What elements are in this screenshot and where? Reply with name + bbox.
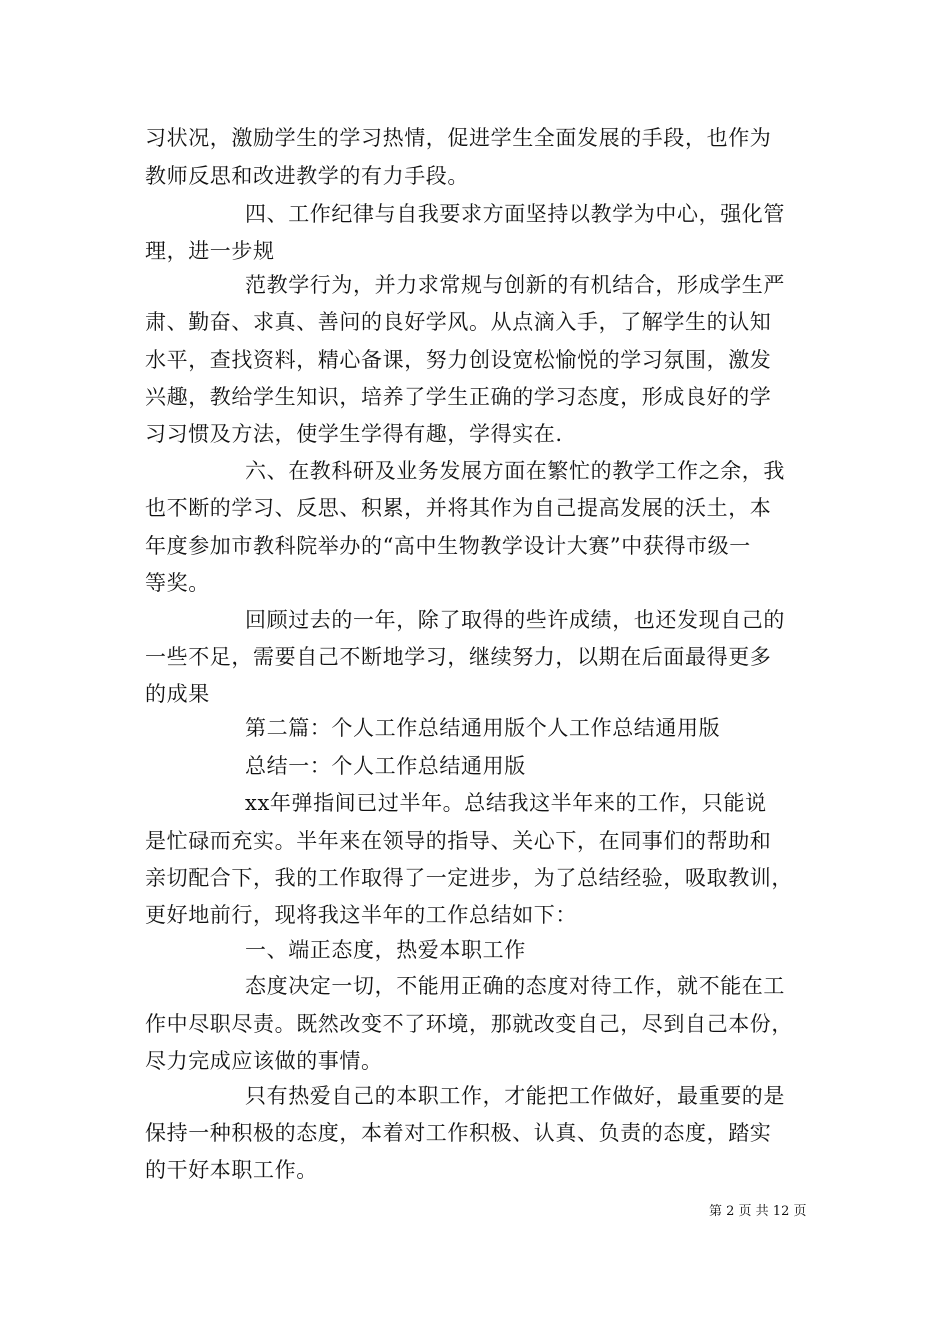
section-heading: 第二篇：个人工作总结通用版个人工作总结通用版 bbox=[245, 716, 721, 740]
text-line: 作中尽职尽责。既然改变不了环境，那就改变自己，尽到自己本份， bbox=[145, 1012, 793, 1036]
text-line: 习习惯及方法，使学生学得有趣，学得实在. bbox=[145, 422, 563, 446]
text-line: 保持一种积极的态度，本着对工作积极、认真、负责的态度，踏实 bbox=[145, 1121, 772, 1145]
text-line: 的干好本职工作。 bbox=[145, 1158, 318, 1182]
subsection-heading: 总结一：个人工作总结通用版 bbox=[245, 754, 526, 778]
text-line: 的成果 bbox=[145, 682, 210, 706]
text-line: 是忙碌而充实。半年来在领导的指导、关心下，在同事们的帮助和 bbox=[145, 829, 772, 853]
text-line: xx年弹指间已过半年。总结我这半年来的工作，只能说 bbox=[245, 791, 767, 815]
text-line: 态度决定一切，不能用正确的态度对待工作，就不能在工 bbox=[245, 974, 785, 998]
text-line: 兴趣，教给学生知识，培养了学生正确的学习态度，形成良好的学 bbox=[145, 385, 772, 409]
text-line: 尽力完成应该做的事情。 bbox=[145, 1049, 383, 1073]
text-line: 回顾过去的一年，除了取得的些许成绩，也还发现自己的 bbox=[245, 608, 785, 632]
text-line: 一些不足，需要自己不断地学习，继续努力，以期在后面最得更多 bbox=[145, 645, 772, 669]
page-number-footer: 第 2 页 共 12 页 bbox=[709, 1204, 807, 1219]
text-line: 亲切配合下，我的工作取得了一定进步，为了总结经验，吸取教训， bbox=[145, 866, 793, 890]
text-line: 只有热爱自己的本职工作，才能把工作做好，最重要的是 bbox=[245, 1084, 785, 1108]
text-line: 水平，查找资料，精心备课，努力创设宽松愉悦的学习氛围，激发 bbox=[145, 348, 772, 372]
text-line: 习状况，激励学生的学习热情，促进学生全面发展的手段，也作为 bbox=[145, 126, 772, 150]
subsection-heading: 一、端正态度，热爱本职工作 bbox=[245, 938, 526, 962]
text-line: 也不断的学习、反思、积累，并将其作为自己提高发展的沃土，本 bbox=[145, 496, 772, 520]
text-line: 范教学行为，并力求常规与创新的有机结合，形成学生严 bbox=[245, 273, 785, 297]
text-line: 肃、勤奋、求真、善问的良好学风。从点滴入手，了解学生的认知 bbox=[145, 310, 772, 334]
text-line: 更好地前行，现将我这半年的工作总结如下： bbox=[145, 903, 577, 927]
text-line: 等奖。 bbox=[145, 571, 210, 595]
text-line: 六、在教科研及业务发展方面在繁忙的教学工作之余，我 bbox=[245, 459, 785, 483]
text-line: 四、工作纪律与自我要求方面坚持以教学为中心，强化管 bbox=[245, 202, 785, 226]
text-line: 年度参加市教科院举办的“高中生物教学设计大赛”中获得市级一 bbox=[145, 534, 751, 558]
text-line: 理，进一步规 bbox=[145, 239, 275, 263]
text-line: 教师反思和改进教学的有力手段。 bbox=[145, 164, 469, 188]
